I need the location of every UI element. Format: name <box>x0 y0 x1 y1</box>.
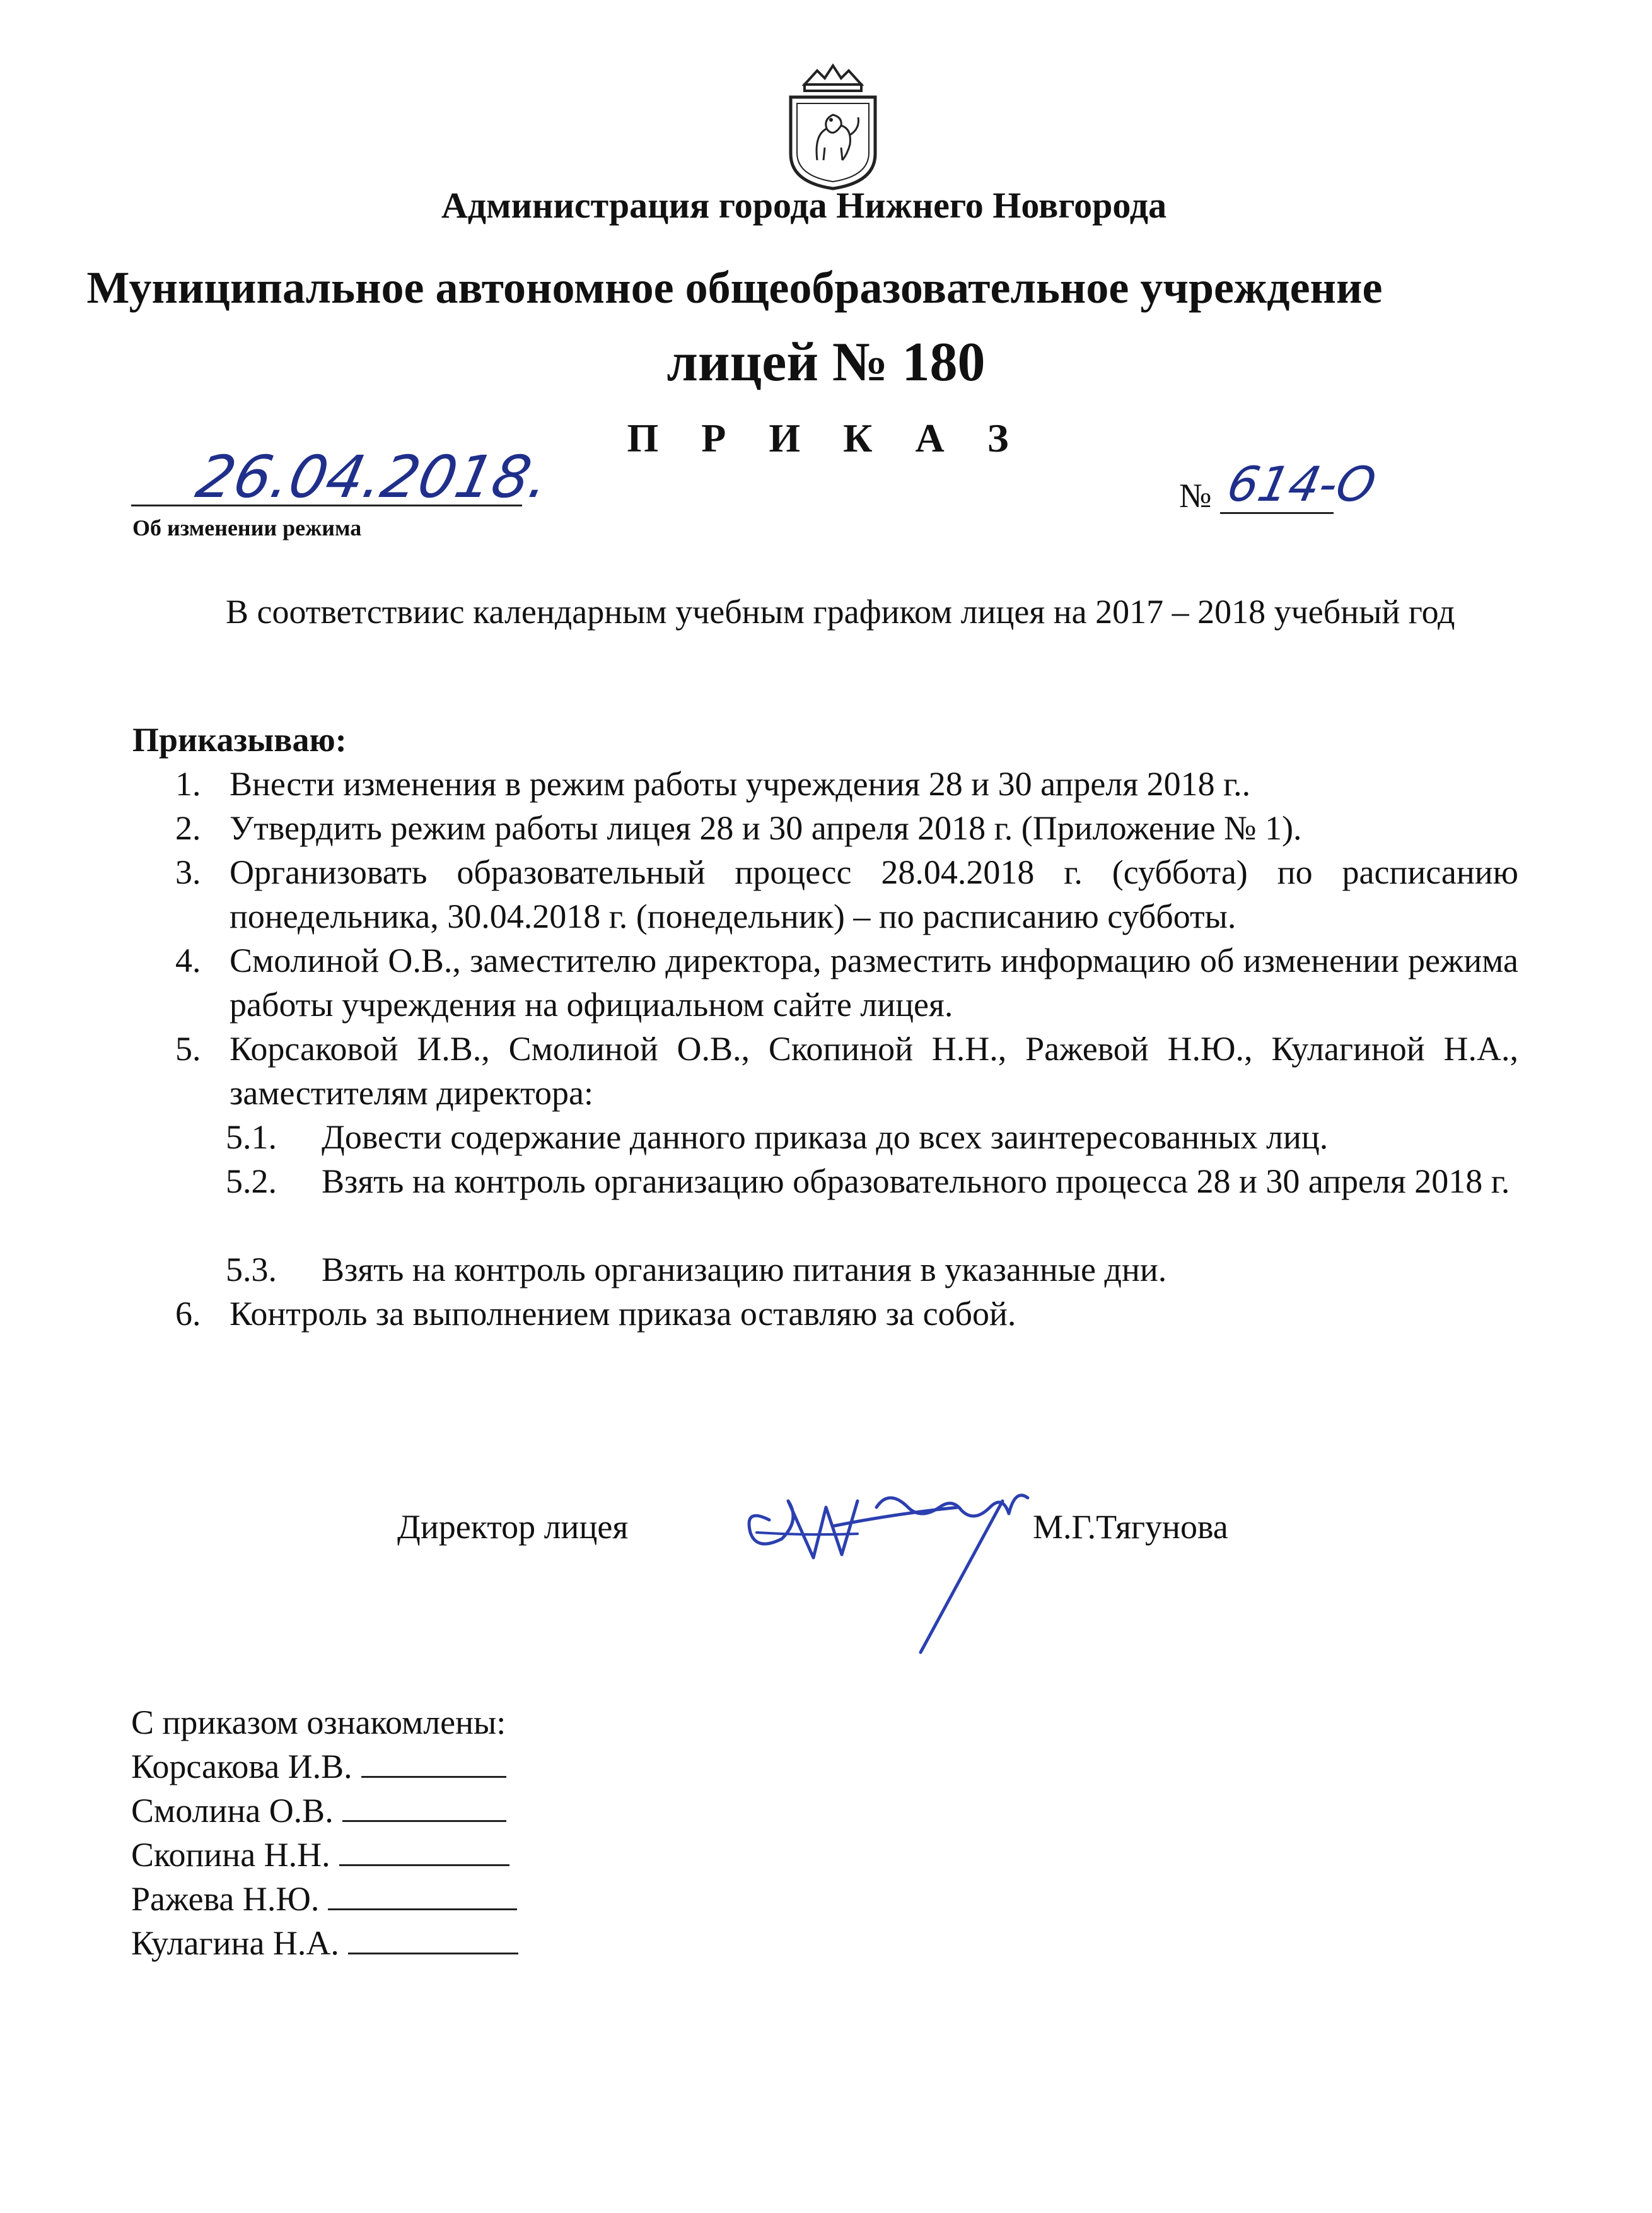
order-subject: Об изменении режима <box>132 515 362 540</box>
intro-paragraph: В соответствиис календарным учебным графиком лицея на 2017 – 2018 учебный год <box>226 593 1455 631</box>
signature-line <box>348 1924 518 1954</box>
order-item-text: Контроль за выполнением приказа оставляю за собой. <box>230 1295 1016 1333</box>
signature-line <box>342 1791 506 1822</box>
signature-line <box>339 1835 509 1866</box>
svg-text:26.04.2018.: 26.04.2018. <box>190 443 556 511</box>
acknowledgement-heading: С приказом ознакомлены: <box>131 1703 506 1741</box>
acknowledgement-name: Скопина Н.Н. <box>131 1836 330 1874</box>
order-item-number: 6. <box>175 1295 201 1333</box>
order-item-number: 1. <box>175 765 201 803</box>
document-type: П Р И К А З <box>627 416 1025 460</box>
order-item-number: 5. <box>175 1030 201 1068</box>
orders-heading: Приказываю: <box>132 721 347 759</box>
director-name: М.Г.Тягунова <box>1033 1508 1228 1546</box>
director-title: Директор лицея <box>397 1508 629 1546</box>
order-subitem-number: 5.3. <box>226 1251 277 1288</box>
svg-text:614-О: 614-О <box>1222 457 1381 513</box>
order-item-text: Смолиной О.В., заместителю директора, разместить информацию об изменении режима работы учреждения на официальном сайте лицея. <box>230 942 1518 1024</box>
order-item-text: Внести изменения в режим работы учреждения 28 и 30 апреля 2018 г.. <box>230 765 1251 803</box>
acknowledgement-name: Кулагина Н.А. <box>131 1924 339 1962</box>
order-subitem-number: 5.2. <box>226 1162 277 1200</box>
signature-line <box>328 1879 517 1910</box>
order-item-number: 2. <box>175 809 201 847</box>
acknowledgement-name: Ражева Н.Ю. <box>131 1880 320 1918</box>
order-number-label: № <box>1179 477 1212 515</box>
order-subitem-text: Взять на контроль организацию образовательного процесса 28 и 30 апреля 2018 г. <box>322 1162 1510 1200</box>
acknowledgement-name: Корсакова И.В. <box>131 1748 352 1785</box>
order-item-number: 4. <box>175 942 201 979</box>
acknowledgement-row <box>131 1791 506 1830</box>
acknowledgement-row <box>131 1924 518 1963</box>
administration-title: Администрация города Нижнего Новгорода <box>441 185 1167 226</box>
order-subitem-number: 5.1. <box>226 1118 277 1156</box>
coat-of-arms-icon <box>779 59 887 192</box>
director-signature <box>731 1463 1059 1652</box>
acknowledgement-row <box>131 1879 517 1918</box>
order-subitem-text: Взять на контроль организацию питания в указанные дни. <box>322 1251 1167 1288</box>
handwritten-date <box>190 435 556 517</box>
acknowledgement-row <box>131 1835 509 1874</box>
order-item-number: 3. <box>175 853 201 891</box>
acknowledgement-name: Смолина О.В. <box>131 1792 334 1830</box>
signature-line <box>361 1747 506 1778</box>
acknowledgement-row <box>131 1747 506 1786</box>
order-item-text: Корсаковой И.В., Смолиной О.В., Скопиной Н.Н., Ражевой Н.Ю., Кулагиной Н.А., заместителям директора: <box>230 1030 1518 1112</box>
lyceum-title: лицей № 180 <box>666 332 986 393</box>
handwritten-order-number <box>1222 449 1381 518</box>
institution-title: Муниципальное автономное общеобразовательное учреждение <box>86 262 1383 313</box>
order-item-text: Организовать образовательный процесс 28.04.2018 г. (суббота) по расписанию понедельника, 30.04.2018 г. (понедельник) – по расписанию субботы. <box>230 853 1518 935</box>
order-item-text: Утвердить режим работы лицея 28 и 30 апреля 2018 г. (Приложение № 1). <box>230 809 1302 847</box>
order-subitem-text: Довести содержание данного приказа до всех заинтересованных лиц. <box>322 1118 1329 1156</box>
